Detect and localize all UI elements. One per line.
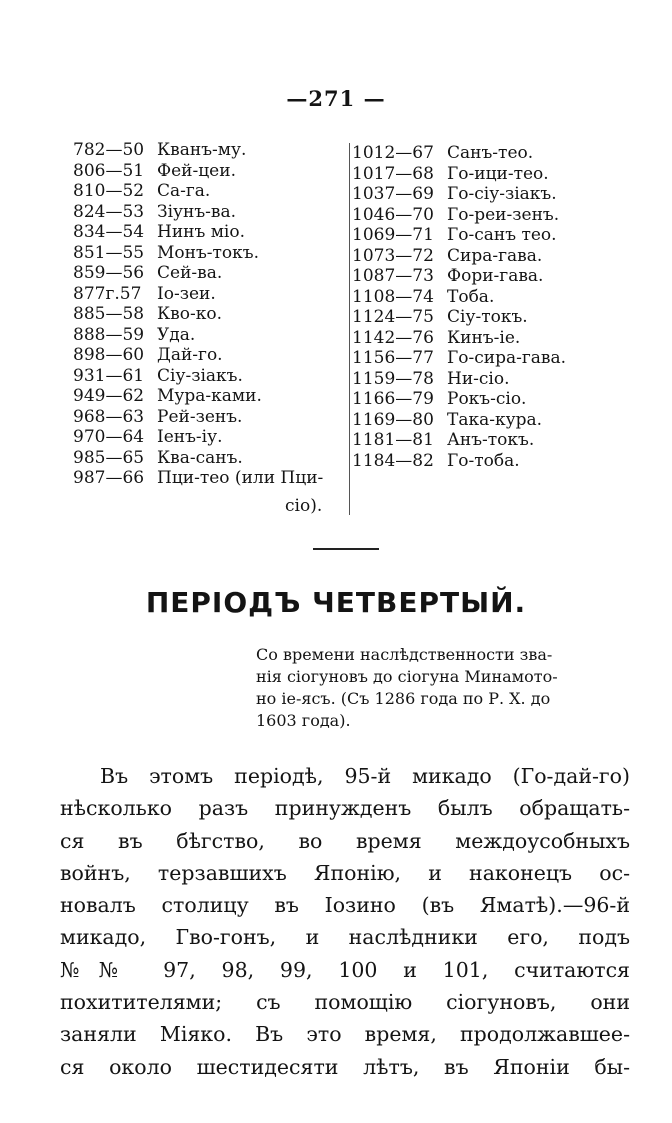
page-number: —271 — <box>286 86 386 111</box>
emperor-name: Кинъ-іе. <box>447 327 521 348</box>
emperor-year-number: 1184—82 <box>352 450 434 471</box>
emperor-year-number: 877г.57 <box>73 283 142 304</box>
emperor-year-number: 1037—69 <box>352 184 434 204</box>
emperor-name: Монъ-токъ. <box>157 242 260 263</box>
emperor-year-number: 1087—73 <box>352 266 434 286</box>
emperor-entry <box>73 366 323 387</box>
epigraph-line: но іе-ясъ. (Съ 1286 года по Р. Х. до <box>256 689 551 708</box>
emperor-year-number: 1159—78 <box>352 368 434 389</box>
emperor-entry <box>352 287 566 308</box>
emperor-year-number: 931—61 <box>73 365 145 386</box>
emperor-year-number: 1046—70 <box>352 204 434 225</box>
emperor-year-number: 806—51 <box>73 160 145 181</box>
emperor-entry <box>73 427 323 448</box>
emperor-year-number: 949—62 <box>73 386 145 406</box>
emperor-name: Уда. <box>157 324 196 345</box>
emperor-name: Іо-зеи. <box>157 283 216 304</box>
emperor-entry <box>352 143 566 164</box>
emperor-name: Го-сира-гава. <box>447 348 566 368</box>
emperor-entry <box>352 430 566 451</box>
body-line: новалъ столицу въ Іозино (въ Яматѣ).—96-й <box>60 893 630 918</box>
emperor-entry <box>352 451 566 472</box>
emperor-year-number: 987—66 <box>73 468 145 488</box>
emperor-name: Го-тоба. <box>447 450 520 471</box>
period-epigraph <box>256 644 628 732</box>
emperor-year-number: 1181—81 <box>352 430 434 450</box>
body-line: ся въ бѣгство, во время междоусобныхъ <box>60 828 630 853</box>
emperor-name: Анъ-токъ. <box>447 430 535 450</box>
emperor-name: Зіунъ-ва. <box>157 201 237 222</box>
emperor-name: Рокъ-сіо. <box>447 389 527 409</box>
emperor-entry <box>352 348 566 369</box>
emperor-entry <box>73 325 323 346</box>
emperor-entry <box>73 386 323 407</box>
emperor-entry <box>352 184 566 205</box>
epigraph-line: Со времени наслѣдственности зва- <box>256 645 553 664</box>
emperor-name: Го-ици-тео. <box>447 163 549 184</box>
emperor-name: Кванъ-му. <box>157 140 247 160</box>
emperor-year-number: 888—59 <box>73 324 145 345</box>
emperor-name: Го-реи-зенъ. <box>447 204 560 225</box>
emperor-entry <box>73 263 323 284</box>
emperor-entry <box>73 284 323 305</box>
emperor-entry <box>352 307 566 328</box>
emperor-year-number: 1012—67 <box>352 143 434 163</box>
body-line: похитителями; съ помощію сіогуновъ, они <box>60 990 630 1015</box>
emperor-year-number: 970—64 <box>73 427 145 447</box>
emperor-year-number: 859—56 <box>73 263 145 283</box>
emperor-entry <box>352 246 566 267</box>
emperor-entry <box>73 345 323 366</box>
emperor-year-number: 1166—79 <box>352 389 434 409</box>
emperor-year-number: 1073—72 <box>352 245 434 266</box>
emperor-name: Фей-цеи. <box>157 160 236 181</box>
body-line: войнъ, терзавшихъ Японію, и наконецъ ос- <box>60 860 630 885</box>
emperor-year-number: 968—63 <box>73 406 145 427</box>
emperor-name: Дай-го. <box>157 345 223 365</box>
period-heading: ПЕРІОДЪ ЧЕТВЕРТЫЙ. <box>145 586 527 619</box>
emperor-year-number: 782—50 <box>73 140 145 160</box>
emperor-entry <box>73 448 323 469</box>
emperor-name: Сіу-токъ. <box>447 307 528 327</box>
emperor-name: Нинъ міо. <box>157 222 246 242</box>
body-line: нѣсколько разъ принужденъ былъ обращать- <box>60 796 630 821</box>
emperor-name: Го-сіу-зіакъ. <box>447 184 557 204</box>
emperor-year-number: 985—65 <box>73 447 145 468</box>
emperor-name: Рей-зенъ. <box>157 406 243 427</box>
emperor-name: Го-санъ тео. <box>447 225 557 245</box>
emperor-year-number: 1124—75 <box>352 307 434 327</box>
body-line: №№ 97, 98, 99, 100 и 101, считаются <box>60 957 630 982</box>
emperor-name: Сіу-зіакъ. <box>157 365 243 386</box>
epigraph-line: 1603 года). <box>256 711 351 730</box>
emperor-name: Са-га. <box>157 181 211 201</box>
emperor-entry <box>352 164 566 185</box>
emperor-name: Сира-гава. <box>447 245 543 266</box>
emperor-name: Фори-гава. <box>447 266 544 286</box>
emperor-entry <box>73 468 323 489</box>
emperor-year-number: 1069—71 <box>352 225 434 245</box>
body-paragraph <box>60 760 630 1083</box>
emperor-entry <box>73 407 323 428</box>
emperor-name: Іенъ-іу. <box>157 427 223 447</box>
emperor-year-number: 1017—68 <box>352 163 434 184</box>
emperor-year-number: 824—53 <box>73 201 145 222</box>
emperor-year-number: 1142—76 <box>352 327 434 348</box>
body-line: заняли Міяко. Въ это время, продолжавшее- <box>60 1022 630 1047</box>
emperor-year-number: 851—55 <box>73 242 145 263</box>
emperor-entry <box>352 328 566 349</box>
emperor-name: Санъ-тео. <box>447 143 534 163</box>
emperor-year-number: 834—54 <box>73 222 145 242</box>
emperor-entry <box>352 410 566 431</box>
emperor-name: Ква-санъ. <box>157 447 243 468</box>
section-divider <box>313 548 379 550</box>
emperor-name: Ни-сіо. <box>447 368 510 389</box>
emperor-year-number: 1156—77 <box>352 348 434 368</box>
emperor-entry <box>352 266 566 287</box>
emperor-entry <box>352 389 566 410</box>
emperor-entry <box>73 222 323 243</box>
emperor-entry <box>73 304 323 325</box>
body-line: микадо, Гво-гонъ, и наслѣдники его, подъ <box>60 925 630 950</box>
emperor-entry <box>73 181 323 202</box>
emperor-name: Кво-ко. <box>157 304 222 324</box>
emperor-entry <box>73 161 323 182</box>
emperor-year-number: 898—60 <box>73 345 145 365</box>
emperor-entry <box>73 140 323 161</box>
emperor-entry <box>352 205 566 226</box>
body-line: Въ этомъ періодѣ, 95-й микадо (Го-дай-го) <box>100 764 630 788</box>
left-emperor-list <box>73 140 323 489</box>
emperor-entry <box>73 243 323 264</box>
emperor-name: Сей-ва. <box>157 263 223 283</box>
left-list-continuation: сіо). <box>285 496 323 516</box>
emperor-entry <box>73 202 323 223</box>
emperor-year-number: 885—58 <box>73 304 145 324</box>
column-divider <box>349 143 350 515</box>
epigraph-line: нія сіогуновъ до сіогуна Минамото- <box>256 667 558 686</box>
emperor-name: Така-кура. <box>447 409 543 430</box>
right-emperor-list <box>352 143 566 471</box>
body-line: ся около шестидесяти лѣтъ, въ Японіи бы- <box>60 1054 630 1079</box>
emperor-entry <box>352 225 566 246</box>
emperor-year-number: 1108—74 <box>352 286 434 307</box>
emperor-name: Тоба. <box>447 286 495 307</box>
emperor-name: Пци-тео (или Пци- <box>157 468 324 488</box>
emperor-name: Мура-ками. <box>157 386 262 406</box>
emperor-entry <box>352 369 566 390</box>
emperor-year-number: 1169—80 <box>352 409 434 430</box>
emperor-year-number: 810—52 <box>73 181 145 201</box>
